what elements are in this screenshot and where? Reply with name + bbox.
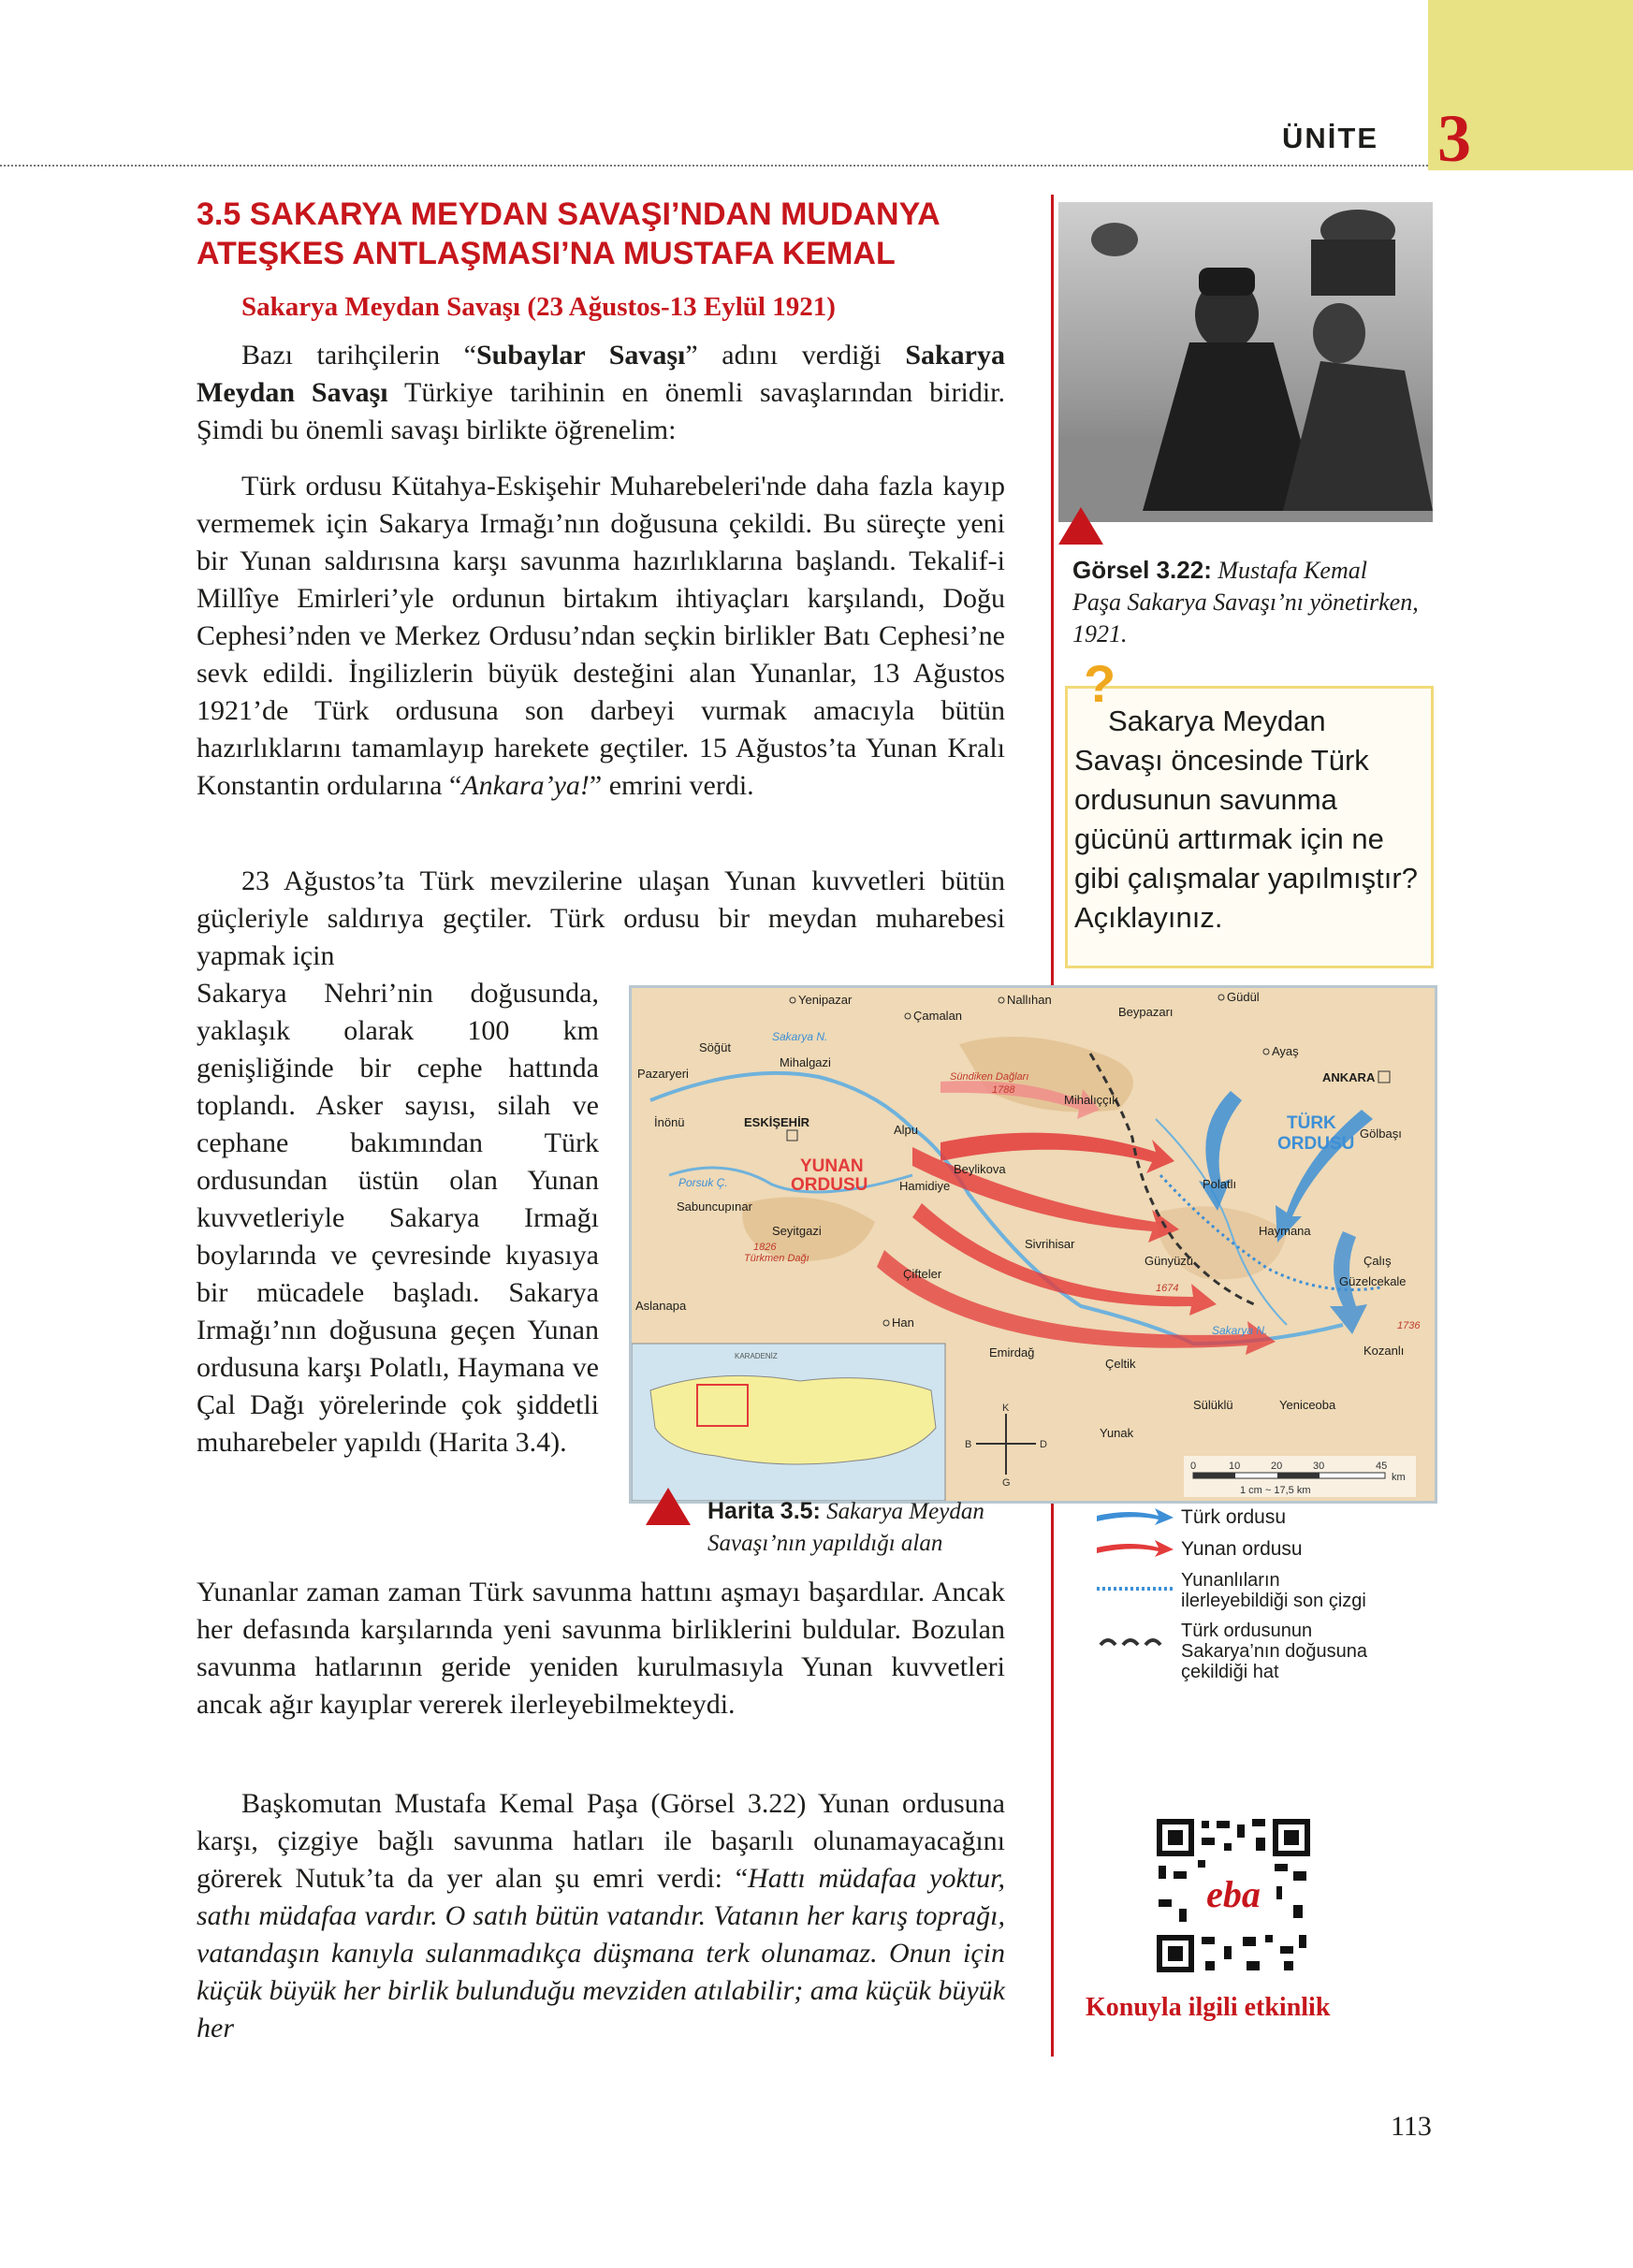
place-ayas: Ayaş <box>1272 1044 1299 1058</box>
place-inonu: İnönü <box>654 1115 685 1129</box>
question-body: Sakarya Meydan Savaşı öncesinde Türk ordusunun savunma gücünü arttırmak için ne gibi çalışmalar yapılmıştır? Açıklayınız. <box>1074 705 1418 934</box>
qr-caption: Konuyla ilgili etkinlik <box>1086 1993 1331 2022</box>
label-turkmen-height: 1826 <box>753 1242 777 1253</box>
label-height-1736: 1736 <box>1397 1320 1421 1331</box>
question-text <box>1074 702 1421 938</box>
place-suluklu: Sülüklü <box>1193 1398 1233 1412</box>
legend-turk: Türk ordusu <box>1181 1506 1287 1528</box>
text: Başkomutan Mustafa Kemal Paşa (Görsel 3.22) Yunan ordusuna karşı, çizgiye bağlı savunma hatları ile başarılı olunamayacağını görerek Nutuk’ta da yer alan şu emri verdi: “ <box>197 1788 1005 1894</box>
scale-0: 0 <box>1190 1461 1197 1472</box>
section-title <box>197 195 1020 273</box>
place-ankara: ANKARA <box>1322 1070 1376 1084</box>
compass-e: D <box>1040 1439 1047 1450</box>
bold-term: Subaylar Savaşı <box>475 340 686 371</box>
caption-label: Görsel 3.22: <box>1072 556 1212 584</box>
text: Bazı tarihçilerin “ <box>241 340 476 371</box>
place-mihalgazi: Mihalgazi <box>780 1055 831 1069</box>
text: Türkiye tarihinin en önemli savaşlarından biridir. Şimdi bu önemli savaşı birlikte öğrenelim: <box>197 377 1005 445</box>
italic-quote: Hattı müdafaa yoktur, sathı müdafaa vardır. O satıh bütün vatandır. Vatanın her karış toprağı, vatandaşın kanıyla sulanmadıkça düşmana terk olunamaz. Onun için küçük büyük her birlik bulunduğu mevziden atılabilir; ama küçük büyük her <box>197 1863 1005 2043</box>
scale-ratio: 1 cm ~ 17,5 km <box>1240 1485 1311 1496</box>
label-yunan-ordusu-1: YUNAN <box>800 1156 864 1176</box>
place-yunak: Yunak <box>1100 1426 1134 1440</box>
place-alpu: Alpu <box>894 1123 919 1137</box>
section-title-line-2: ATEŞKES ANTLAŞMASI’NA MUSTAFA KEMAL <box>197 236 896 271</box>
place-sivrihisar: Sivrihisar <box>1025 1237 1075 1251</box>
map-caption-marker <box>646 1488 691 1525</box>
legend-yunan-arrow <box>1097 1540 1174 1557</box>
paragraph-3-top: 23 Ağustos’ta Türk mevzilerine ulaşan Yunan kuvvetleri bütün güçleriyle saldırıya geçtiler. Türk ordusu bir meydan muharebesi yapmak için <box>197 865 1005 971</box>
italic-quote: Ankara’ya! <box>461 770 590 801</box>
place-haymana: Haymana <box>1259 1224 1311 1238</box>
place-calis: Çalış <box>1363 1254 1392 1268</box>
map-caption <box>707 1495 1044 1560</box>
map-svg <box>632 988 1435 1501</box>
map-caption-text: Sakarya Meydan Savaşı’nın yapıldığı alan <box>707 1499 984 1556</box>
unit-number: 3 <box>1437 101 1471 176</box>
place-yenipazar: Yenipazar <box>798 993 853 1007</box>
label-turkmen: Türkmen Dağı <box>744 1253 809 1264</box>
place-emirdag: Emirdağ <box>989 1345 1035 1359</box>
paragraph-1 <box>197 337 1005 449</box>
legend-turk-line-text <box>1181 1621 1367 1682</box>
place-eskisehir: ESKİŞEHİR <box>744 1115 810 1129</box>
scale-km: km <box>1392 1472 1406 1483</box>
paragraph-3-bottom: Yunanlar zaman zaman Türk savunma hattını aşmayı başardılar. Ancak her defasında karşılarında yeni savunma birliklerini buldular. Bozulan savunma hatlarının geride yeniden kurulmasıyla Yunan kuvvetleri ancak ağır kayıplar vererek ilerleyebilmekteydi. <box>197 1577 1005 1720</box>
place-beypazari: Beypazarı <box>1118 1005 1174 1019</box>
legend-symbols <box>1093 1505 1177 1692</box>
legend-yunan: Yunan ordusu <box>1181 1538 1303 1560</box>
eba-logo: eba <box>1206 1873 1261 1915</box>
text: ” emrini verdi. <box>589 770 754 801</box>
compass-n: K <box>1002 1403 1010 1414</box>
bold-term: Sakarya Meydan Savaşı <box>197 340 1005 408</box>
photo-caption-marker <box>1058 507 1103 545</box>
label-sundiken: Sündiken Dağları <box>950 1071 1029 1083</box>
photo-illustration <box>1058 202 1433 522</box>
legend-yunan-line-text <box>1181 1570 1366 1611</box>
scale-seg <box>1193 1473 1235 1478</box>
label-turk-ordusu-2: ORDUSU <box>1277 1134 1355 1154</box>
map-legend <box>1093 1505 1430 1692</box>
place-aslanapa: Aslanapa <box>635 1299 687 1313</box>
legend-turk-line <box>1101 1640 1160 1645</box>
place-golbasi: Gölbaşı <box>1360 1127 1402 1141</box>
place-gunyuzu: Günyüzü <box>1145 1254 1194 1268</box>
place-sogut: Söğüt <box>699 1040 731 1054</box>
caption-text: Mustafa Kemal Paşa Sakarya Savaşı’nı yönetirken, 1921. <box>1072 557 1419 647</box>
inset-map <box>632 1344 945 1501</box>
label-sakarya-2: Sakarya N. <box>1212 1324 1268 1337</box>
place-camalan: Çamalan <box>913 1009 963 1023</box>
map-caption-label: Harita 3.5: <box>707 1498 821 1524</box>
label-sakarya-1: Sakarya N. <box>772 1030 828 1043</box>
scale-20: 20 <box>1271 1461 1283 1472</box>
legend-text-line: Türk ordusunun <box>1181 1621 1313 1641</box>
place-beylikova: Beylikova <box>954 1162 1006 1176</box>
page-number: 113 <box>1391 2111 1432 2142</box>
place-nallihan: Nallıhan <box>1007 993 1052 1007</box>
paragraph-4 <box>197 1785 1005 2047</box>
label-porsuk: Porsuk Ç. <box>678 1176 728 1189</box>
legend-text-line: Yunanlıların <box>1181 1570 1280 1591</box>
place-gudul: Güdül <box>1227 990 1260 1004</box>
place-han: Han <box>892 1316 914 1330</box>
photo-mustafa-kemal <box>1058 202 1433 522</box>
label-yunan-ordusu-2: ORDUSU <box>791 1175 868 1195</box>
section-subtitle: Sakarya Meydan Savaşı (23 Ağustos-13 Eylül 1921) <box>241 292 836 322</box>
scale-seg <box>1277 1473 1320 1478</box>
header-divider <box>0 165 1428 167</box>
place-pazaryeri: Pazaryeri <box>637 1067 689 1081</box>
label-height-1674: 1674 <box>1156 1283 1179 1294</box>
legend-turk-arrow <box>1097 1508 1174 1525</box>
legend-text-line: ilerleyebildiği son çizgi <box>1181 1591 1366 1611</box>
place-cellik: Çeltik <box>1105 1357 1136 1371</box>
legend-text-line: çekildiği hat <box>1181 1662 1279 1682</box>
scale-bar <box>1184 1456 1416 1497</box>
paragraph-2 <box>197 468 1005 805</box>
scale-10: 10 <box>1229 1461 1241 1472</box>
place-yeniceoba: Yeniceoba <box>1279 1398 1336 1412</box>
label-sundiken-height: 1788 <box>992 1084 1015 1096</box>
inset-turkey <box>650 1375 936 1464</box>
unit-label: ÜNİTE <box>1282 122 1378 154</box>
text: ” adını verdiği <box>685 340 906 371</box>
place-seyitgazi: Seyitgazi <box>772 1224 822 1238</box>
question-mark-icon: ? <box>1084 654 1116 713</box>
photo-caption <box>1072 554 1419 650</box>
battle-map <box>629 985 1437 1504</box>
place-cifteler: Çifteler <box>903 1267 942 1281</box>
compass-w: B <box>965 1439 972 1450</box>
text: Türk ordusu Kütahya-Eskişehir Muharebeleri'nde daha fazla kayıp vermemek için Sakarya Irmağı’nın doğusuna çekildi. Bu süreçte yeni bir Yunan saldırısına karşı savunma hazırlıklarına başlandı. Tekalif-i Millîye Emirleri’yle ordunun birtakım ihtiyaçları karşılandı, Doğu Cephesi’nden ve Merkez Ordusu’ndan seçkin birlikler Batı Cephesi’ne sevk edildi. İngilizlerin büyük desteğini alan Yunanlar, 13 Ağustos 1921’de Türk ordusuna son darbeyi vurmak amacıyla bütün hazırlıklarını tamamlayıp harekete geçtiler. 15 Ağustos’ta Yunan Kralı Konstantin ordularına “ <box>197 471 1005 801</box>
place-polatli: Polatlı <box>1203 1177 1237 1191</box>
scale-45: 45 <box>1376 1461 1388 1472</box>
compass-s: G <box>1002 1477 1011 1489</box>
place-kozanli: Kozanlı <box>1363 1344 1405 1358</box>
place-sabuncupinar: Sabuncupınar <box>677 1199 752 1214</box>
place-mihaliccik: Mihalıççık <box>1064 1093 1118 1107</box>
section-title-line-1: 3.5 SAKARYA MEYDAN SAVAŞI’NDAN MUDANYA <box>197 196 940 232</box>
inset-sea-label: KARADENİZ <box>735 1352 778 1360</box>
scale-30: 30 <box>1313 1461 1325 1472</box>
qr-code[interactable] <box>1153 1815 1314 1976</box>
label-turk-ordusu-1: TÜRK <box>1287 1113 1336 1133</box>
place-guzelcekale: Güzelcekale <box>1339 1274 1407 1288</box>
place-hamidiye: Hamidiye <box>899 1179 951 1193</box>
paragraph-3-wrap: Sakarya Nehri’nin doğusunda, yaklaşık olarak 100 km genişliğinde bir cephe hattında toplandı. Asker sayısı, silah ve cephane bakımından Türk ordusundan üstün olan Yunan kuvvetleriyle Sakarya Irmağı boylarında ve çevresinde kıyasıya bir mücadele başladı. Sakarya Irmağı’nın doğusuna geçen Yunan ordusuna karşı Polatlı, Haymana ve Çal Dağı yörelerinde çok şiddetli muharebeler yapıldı (Harita 3.4). <box>197 978 599 1458</box>
legend-text-line: Sakarya’nın doğusuna <box>1181 1641 1368 1662</box>
